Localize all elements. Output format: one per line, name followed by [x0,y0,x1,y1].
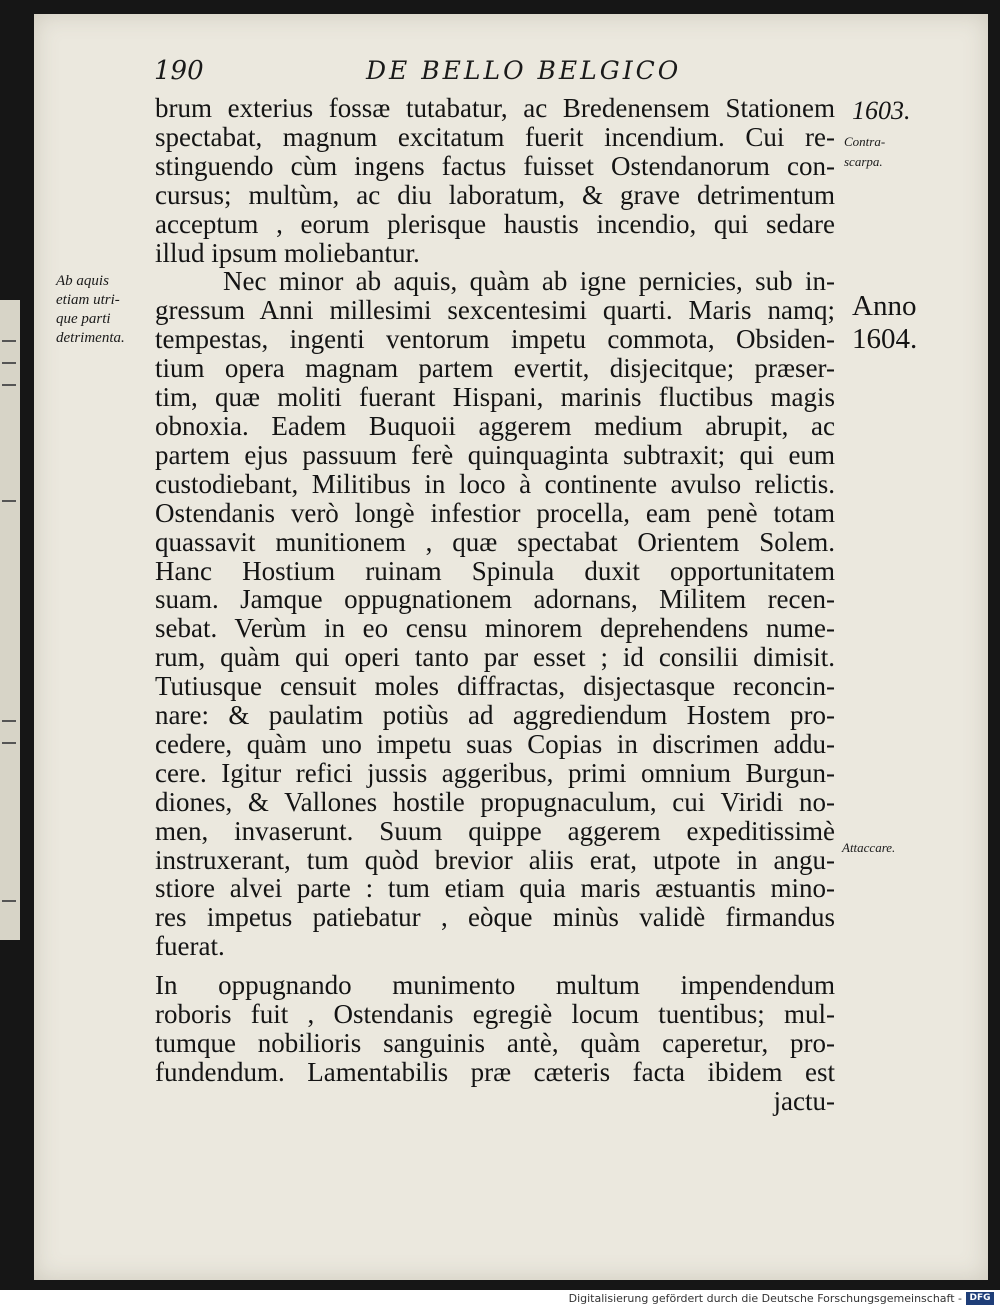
body-text [155,94,835,1116]
margin-note-contrascarpa: Contra- scarpa. [844,134,886,169]
text-line: spectabat, magnum excitatum fuerit incendium. Cui re- [155,121,835,152]
text-line: tium opera magnam partem evertit, disjecitque; præser- [155,353,835,384]
text-line: acceptum , eorum plerisque haustis incendio, qui sedare [155,208,835,239]
text-line: fuerat. [155,931,225,962]
text-line: suam. Jamque oppugnationem adornans, Militem recen- [155,584,835,615]
text-line: stinguendo cùm ingens factus fuisset Ostendanorum con- [155,150,835,181]
text-line: tim, quæ moliti fuerant Hispani, marinis fluctibus magis [155,382,835,413]
margin-note-attaccare: Attaccare. [842,840,896,855]
text-line: gressum Anni millesimi sexcentesimi quarti. Maris namq; [155,295,835,326]
text-line: stiore alvei parte : tum etiam quia maris æstuantis mino- [155,873,835,904]
text-line: rum, quàm qui operi tanto par esset ; id consilii dimisit. [155,642,835,673]
text-line: nare: & paulatim potiùs ad aggrediendum Hostem pro- [155,700,835,731]
text-line: tumque nobilioris sanguinis antè, quàm caperetur, pro- [155,1028,835,1058]
page-number: 190 [154,56,204,86]
book-page [34,14,988,1280]
text-line: diones, & Vallones hostile propugnaculum, cui Viridi no- [155,786,835,817]
text-line: fundendum. Lamentabilis præ cæteris facta ibidem est [155,1056,835,1087]
text-line: Nec minor ab aquis, quàm ab igne pernicies, sub in- [223,266,835,297]
adjacent-page-edge [0,300,20,940]
text-line: In oppugnando munimento multum impendendum [155,970,835,1001]
text-line: brum exterius fossæ tutabatur, ac Bredenensem Stationem [155,93,835,123]
text-line: res impetus patiebatur , eòque minùs validè firmandus [155,902,835,933]
text-line: illud ipsum moliebantur. [155,237,420,268]
dfg-logo: DFG [966,1292,994,1305]
margin-year-1603: 1603. [852,96,911,125]
text-line: cedere, quàm uno impetu suas Copias in discrimen addu- [155,728,835,759]
margin-note-left: Ab aquis etiam utri- que parti detrimenta. [56,273,125,346]
running-title: DE BELLO BELGICO [366,56,682,85]
footer-bar [0,1290,1000,1307]
text-line: Hanc Hostium ruinam Spinula duxit opportunitatem [155,555,835,586]
funding-credit: Digitalisierung gefördert durch die Deutsche Forschungsgemeinschaft - [568,1292,962,1305]
text-line: men, invaserunt. Suum quippe aggerem expeditissimè [155,815,835,846]
text-line: custodiebant, Militibus in loco à continente avulso relictis. [155,468,835,499]
text-line: obnoxia. Eadem Buquoii aggerem medium abrupit, ac [155,410,835,441]
text-line: sebat. Verùm in eo censu minorem deprehendens nume- [155,613,835,644]
catchword: jactu- [773,1085,835,1116]
text-line: cere. Igitur refici jussis aggeribus, primi omnium Burgun- [155,757,835,788]
text-line: quassavit munitionem , quæ spectabat Orientem Solem. [155,526,835,557]
running-head [154,56,714,96]
margin-year-1604: Anno 1604. [852,290,918,355]
text-line: Tutiusque censuit moles diffractas, disjectasque reconcin- [155,671,835,702]
text-line: instruxerant, tum quòd brevior aliis erat, utpote in angu- [155,844,835,875]
text-line: Ostendanis verò longè infestior procella, eam penè totam [155,497,835,528]
text-line: roboris fuit , Ostendanis egregiè locum tuentibus; mul- [155,999,835,1030]
text-line: cursus; multùm, ac diu laboratum, & grave detrimentum [155,179,835,210]
text-line: partem ejus passuum ferè quinquaginta subtraxit; qui eum [155,439,835,470]
text-line: tempestas, ingenti ventorum impetu commota, Obsiden- [155,324,835,355]
